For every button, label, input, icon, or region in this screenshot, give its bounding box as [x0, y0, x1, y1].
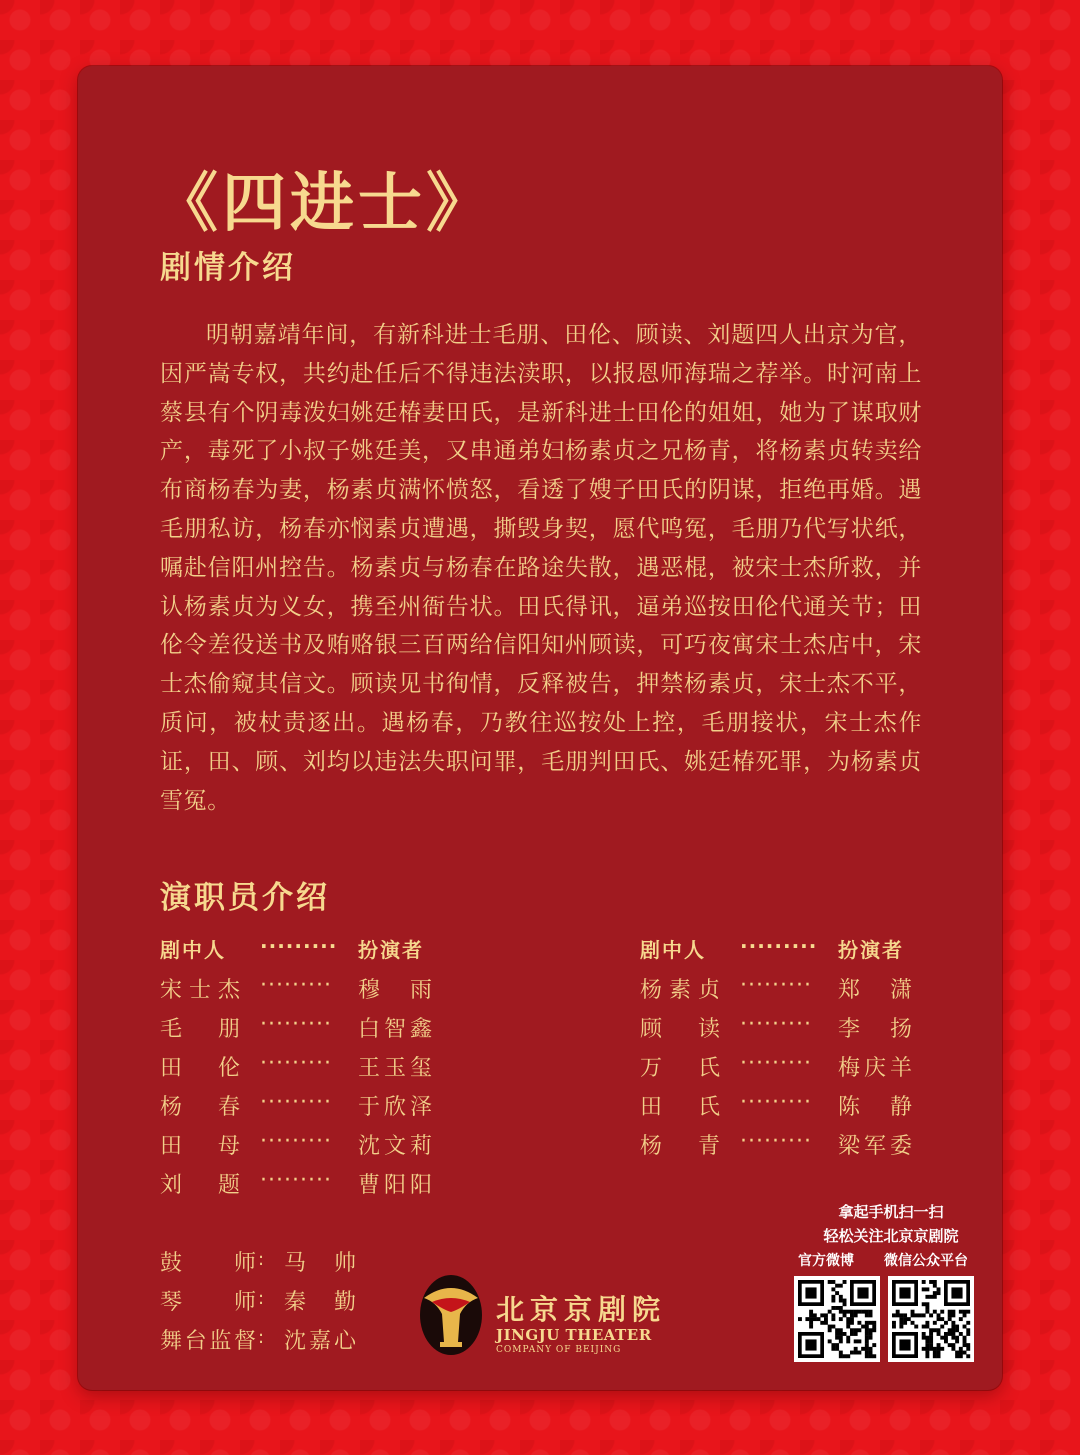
cast-role: 田伦: [160, 1056, 240, 1081]
crew-role: 琴师: [160, 1290, 256, 1315]
crew-row: [160, 1324, 400, 1363]
cast-list-right: [640, 934, 940, 1168]
cast-header-actor: 扮演者: [358, 938, 424, 962]
cast-header-row: [160, 934, 460, 973]
cast-role: 刘题: [160, 1173, 240, 1198]
cast-row: [160, 1129, 460, 1168]
cast-dots: ·········: [260, 1012, 332, 1037]
crew-row: [160, 1285, 400, 1324]
cast-dots: ·········: [740, 1012, 812, 1037]
cast-row: [640, 1129, 940, 1168]
cast-actor: 穆雨: [358, 978, 432, 1003]
cast-header-actor: 扮演者: [838, 938, 904, 962]
cast-dots: ·········: [260, 1168, 332, 1193]
crew-colon: :: [258, 1327, 265, 1348]
crew-name: 马帅: [284, 1251, 356, 1276]
cast-role: 田母: [160, 1134, 240, 1159]
cast-row: [160, 1012, 460, 1051]
cast-dots: ·········: [260, 1129, 332, 1154]
cast-header-role: 剧中人: [640, 938, 706, 962]
logo-name-cn: 北京京剧院: [496, 1293, 667, 1326]
crew-list: [160, 1246, 400, 1363]
cast-row: [160, 973, 460, 1012]
cast-actor: 李扬: [838, 1017, 912, 1042]
cast-actor: 王玉玺: [358, 1056, 432, 1081]
qr-code-wechat[interactable]: [888, 1276, 974, 1362]
cast-dots: ·········: [740, 1090, 812, 1115]
cast-actor: 曹阳阳: [358, 1173, 432, 1198]
cast-role: 万氏: [640, 1056, 720, 1081]
crew-name: 沈嘉心: [284, 1329, 356, 1354]
logo-name-en: JINGJU THEATER: [496, 1326, 652, 1344]
cast-header-dots: ·········: [740, 934, 818, 958]
crew-colon: :: [258, 1249, 265, 1270]
cast-role: 毛朋: [160, 1017, 240, 1042]
cast-header-row: [640, 934, 940, 973]
cast-row: [640, 1051, 940, 1090]
cast-role: 杨青: [640, 1134, 720, 1159]
cast-row: [160, 1168, 460, 1207]
synopsis-heading: 剧情介绍: [160, 250, 296, 286]
cast-dots: ·········: [260, 1051, 332, 1076]
logo-name-sub: COMPANY OF BEIJING: [496, 1345, 622, 1355]
qr-label-wechat: 微信公众平台: [884, 1253, 968, 1269]
crew-row: [160, 1246, 400, 1285]
cast-header-role: 剧中人: [160, 938, 226, 962]
cast-heading: 演职员介绍: [160, 880, 330, 916]
qr-caption-2: 轻松关注北京京剧院: [823, 1227, 959, 1245]
cast-role: 宋士杰: [160, 978, 240, 1003]
cast-row: [640, 1012, 940, 1051]
cast-actor: 郑潇: [838, 978, 912, 1003]
cast-role: 顾读: [640, 1017, 720, 1042]
cast-list-left: [160, 934, 460, 1207]
cast-dots: ·········: [740, 973, 812, 998]
crew-role: 鼓师: [160, 1251, 256, 1276]
content-panel: [78, 66, 1002, 1390]
cast-actor: 于欣泽: [358, 1095, 432, 1120]
cast-role: 田氏: [640, 1095, 720, 1120]
synopsis-text: 明朝嘉靖年间，有新科进士毛朋、田伦、顾读、刘题四人出京为官，因严嵩专权，共约赴任后不得违法渎职，以报恩师海瑞之荐举。时河南上蔡县有个阴毒泼妇姚廷椿妻田氏，是新科进士田伦的姐姐，她为了谋取财产，毒死了小叔子姚廷美，又串通弟妇杨素贞之兄杨青，将杨素贞转卖给布商杨春为妻，杨素贞满怀愤怒，看透了嫂子田氏的阴谋，拒绝再婚。遇毛朋私访，杨春亦悯素贞遭遇，撕毁身契，愿代鸣冤，毛朋乃代写状纸，嘱赴信阳州控告。杨素贞与杨春在路途失散，遇恶棍，被宋士杰所救，并认杨素贞为义女，携至州衙告状。田氏得讯，逼弟巡按田伦代通关节；田伦令差役送书及贿赂银三百两给信阳知州顾读，可巧夜寓宋士杰店中，宋士杰偷窥其信文。顾读见书徇情，反释被告，押禁杨素贞，宋士杰不平，质问，被杖责逐出。遇杨春，乃教往巡按处上控，毛朋接状，宋士杰作证，田、顾、刘均以违法失职问罪，毛朋判田氏、姚廷椿死罪，为杨素贞雪冤。: [160, 322, 922, 814]
cast-role: 杨素贞: [640, 978, 720, 1003]
cast-row: [160, 1051, 460, 1090]
cast-row: [160, 1090, 460, 1129]
cast-header-dots: ·········: [260, 934, 338, 958]
cast-row: [640, 1090, 940, 1129]
crew-role: 舞台监督: [160, 1329, 256, 1354]
qr-labels: [788, 1248, 994, 1272]
cast-dots: ·········: [740, 1051, 812, 1076]
qr-caption-1: 拿起手机扫一扫: [838, 1203, 944, 1221]
cast-actor: 梁军委: [838, 1134, 912, 1159]
theater-logo: [418, 1272, 678, 1362]
jingju-theater-logo-icon: [418, 1272, 484, 1358]
page-title: 《四进士》: [154, 167, 494, 241]
qr-code-weibo[interactable]: [794, 1276, 880, 1362]
cast-dots: ·········: [260, 1090, 332, 1115]
qr-code-icon: [794, 1276, 880, 1362]
cast-actor: 陈静: [838, 1095, 912, 1120]
cast-dots: ·········: [740, 1129, 812, 1154]
cast-dots: ·········: [260, 973, 332, 998]
cast-actor: 梅庆羊: [838, 1056, 912, 1081]
qr-label-weibo: 官方微博: [798, 1253, 854, 1269]
cast-actor: 沈文莉: [358, 1134, 432, 1159]
cast-role: 杨春: [160, 1095, 240, 1120]
crew-colon: :: [258, 1288, 265, 1309]
crew-name: 秦勤: [284, 1290, 356, 1315]
qr-code-icon: [888, 1276, 974, 1362]
qr-block: [788, 1200, 994, 1272]
cast-row: [640, 973, 940, 1012]
cast-actor: 白智鑫: [358, 1017, 432, 1042]
